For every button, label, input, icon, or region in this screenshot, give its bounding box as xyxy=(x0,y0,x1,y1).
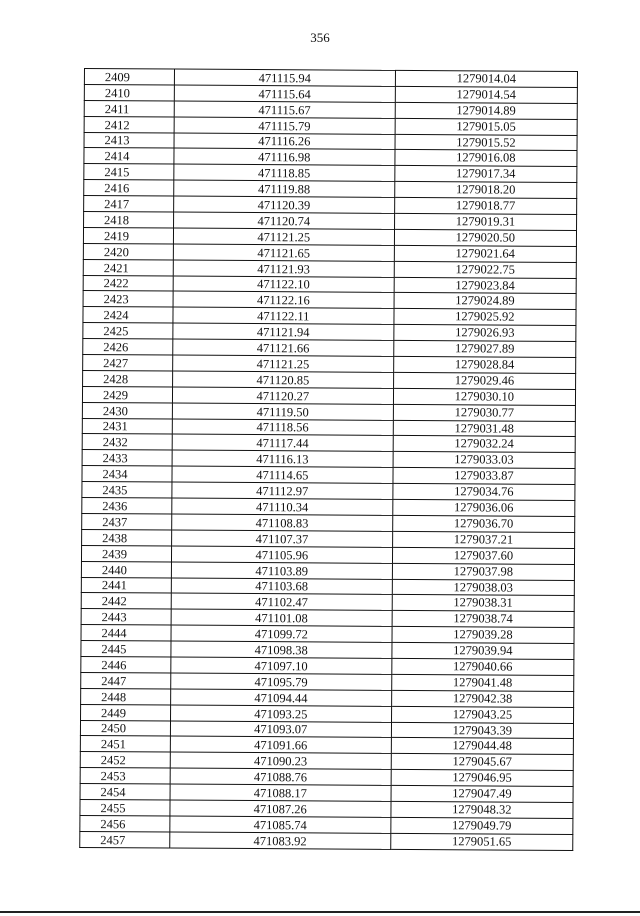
y-coordinate-cell: 1279023.84 xyxy=(394,277,576,294)
point-number-cell: 2426 xyxy=(83,339,173,355)
y-coordinate-cell: 1279027.89 xyxy=(394,341,576,358)
page-number: 356 xyxy=(310,30,330,45)
y-coordinate-cell: 1279028.84 xyxy=(393,356,575,373)
y-coordinate-cell: 1279042.38 xyxy=(391,690,573,707)
y-coordinate-cell: 1279014.04 xyxy=(395,70,577,87)
point-number-cell: 2437 xyxy=(82,513,172,529)
point-number-cell: 2450 xyxy=(80,720,170,736)
y-coordinate-cell: 1279049.79 xyxy=(391,817,573,834)
point-number-cell: 2409 xyxy=(84,69,174,85)
point-number-cell: 2410 xyxy=(84,84,174,100)
x-coordinate-cell: 471115.67 xyxy=(174,101,395,118)
point-number-cell: 2431 xyxy=(82,418,172,434)
point-number-cell: 2449 xyxy=(81,704,171,720)
y-coordinate-cell: 1279024.89 xyxy=(394,293,576,310)
x-coordinate-cell: 471083.92 xyxy=(170,832,391,849)
y-coordinate-cell: 1279017.34 xyxy=(395,166,577,183)
x-coordinate-cell: 471121.65 xyxy=(173,244,394,261)
point-number-cell: 2433 xyxy=(82,450,172,466)
x-coordinate-cell: 471122.16 xyxy=(173,292,394,309)
y-coordinate-cell: 1279047.49 xyxy=(391,785,573,802)
x-coordinate-cell: 471114.65 xyxy=(172,466,393,483)
point-number-cell: 2448 xyxy=(81,688,171,704)
x-coordinate-cell: 471088.17 xyxy=(170,784,391,801)
point-number-cell: 2415 xyxy=(84,164,174,180)
point-number-cell: 2445 xyxy=(81,641,171,657)
point-number-cell: 2451 xyxy=(80,736,170,752)
y-coordinate-cell: 1279014.89 xyxy=(395,102,577,119)
y-coordinate-cell: 1279037.21 xyxy=(392,531,574,548)
point-number-cell: 2422 xyxy=(83,275,173,291)
x-coordinate-cell: 471122.11 xyxy=(173,307,394,324)
y-coordinate-cell: 1279021.64 xyxy=(394,245,576,262)
y-coordinate-cell: 1279034.76 xyxy=(393,484,575,501)
x-coordinate-cell: 471094.44 xyxy=(170,689,391,706)
table-row xyxy=(80,831,573,850)
y-coordinate-cell: 1279043.39 xyxy=(391,722,573,739)
y-coordinate-cell: 1279018.77 xyxy=(394,198,576,215)
y-coordinate-cell: 1279033.03 xyxy=(393,452,575,469)
point-number-cell: 2441 xyxy=(81,577,171,593)
point-number-cell: 2436 xyxy=(82,498,172,514)
point-number-cell: 2435 xyxy=(82,482,172,498)
y-coordinate-cell: 1279038.74 xyxy=(392,611,574,628)
x-coordinate-cell: 471121.66 xyxy=(173,339,394,356)
point-number-cell: 2440 xyxy=(81,561,171,577)
x-coordinate-cell: 471119.50 xyxy=(172,403,393,420)
y-coordinate-cell: 1279037.98 xyxy=(392,563,574,580)
point-number-cell: 2446 xyxy=(81,656,171,672)
point-number-cell: 2453 xyxy=(80,768,170,784)
point-number-cell: 2419 xyxy=(83,227,173,243)
y-coordinate-cell: 1279030.77 xyxy=(393,404,575,421)
point-number-cell: 2430 xyxy=(82,402,172,418)
y-coordinate-cell: 1279026.93 xyxy=(394,325,576,342)
x-coordinate-cell: 471103.89 xyxy=(171,562,392,579)
x-coordinate-cell: 471105.96 xyxy=(171,546,392,563)
x-coordinate-cell: 471120.39 xyxy=(173,196,394,213)
point-number-cell: 2424 xyxy=(83,307,173,323)
x-coordinate-cell: 471119.88 xyxy=(174,180,395,197)
y-coordinate-cell: 1279036.70 xyxy=(392,515,574,532)
point-number-cell: 2438 xyxy=(82,529,172,545)
x-coordinate-cell: 471118.85 xyxy=(174,164,395,181)
y-coordinate-cell: 1279015.52 xyxy=(395,134,577,151)
y-coordinate-cell: 1279015.05 xyxy=(395,118,577,135)
x-coordinate-cell: 471122.10 xyxy=(173,276,394,293)
point-number-cell: 2414 xyxy=(84,148,174,164)
y-coordinate-cell: 1279041.48 xyxy=(391,674,573,691)
x-coordinate-cell: 471121.25 xyxy=(172,355,393,372)
point-number-cell: 2427 xyxy=(83,355,173,371)
point-number-cell: 2443 xyxy=(81,609,171,625)
point-number-cell: 2455 xyxy=(80,799,170,815)
x-coordinate-cell: 471093.25 xyxy=(170,705,391,722)
point-number-cell: 2444 xyxy=(81,625,171,641)
y-coordinate-cell: 1279020.50 xyxy=(394,229,576,246)
point-number-cell: 2428 xyxy=(83,370,173,386)
y-coordinate-cell: 1279014.54 xyxy=(395,86,577,103)
x-coordinate-cell: 471103.68 xyxy=(171,578,392,595)
x-coordinate-cell: 471121.25 xyxy=(173,228,394,245)
y-coordinate-cell: 1279031.48 xyxy=(393,420,575,437)
y-coordinate-cell: 1279029.46 xyxy=(393,372,575,389)
point-number-cell: 2413 xyxy=(84,132,174,148)
y-coordinate-cell: 1279039.94 xyxy=(392,642,574,659)
x-coordinate-cell: 471101.08 xyxy=(171,609,392,626)
x-coordinate-cell: 471120.74 xyxy=(173,212,394,229)
y-coordinate-cell: 1279040.66 xyxy=(392,658,574,675)
y-coordinate-cell: 1279038.31 xyxy=(392,595,574,612)
y-coordinate-cell: 1279022.75 xyxy=(394,261,576,278)
x-coordinate-cell: 471121.93 xyxy=(173,260,394,277)
x-coordinate-cell: 471107.37 xyxy=(171,530,392,547)
x-coordinate-cell: 471112.97 xyxy=(172,482,393,499)
y-coordinate-cell: 1279039.28 xyxy=(392,627,574,644)
x-coordinate-cell: 471120.85 xyxy=(172,371,393,388)
x-coordinate-cell: 471110.34 xyxy=(172,498,393,515)
point-number-cell: 2447 xyxy=(81,672,171,688)
x-coordinate-cell: 471116.98 xyxy=(174,149,395,166)
x-coordinate-cell: 471087.26 xyxy=(170,800,391,817)
x-coordinate-cell: 471095.79 xyxy=(171,673,392,690)
x-coordinate-cell: 471090.23 xyxy=(170,752,391,769)
x-coordinate-cell: 471102.47 xyxy=(171,593,392,610)
point-number-cell: 2416 xyxy=(84,180,174,196)
point-number-cell: 2418 xyxy=(84,212,174,228)
point-number-cell: 2434 xyxy=(82,466,172,482)
x-coordinate-cell: 471118.56 xyxy=(172,419,393,436)
y-coordinate-cell: 1279033.87 xyxy=(393,468,575,485)
point-number-cell: 2412 xyxy=(84,116,174,132)
point-number-cell: 2452 xyxy=(80,752,170,768)
x-coordinate-cell: 471115.64 xyxy=(174,85,395,102)
point-number-cell: 2429 xyxy=(82,386,172,402)
x-coordinate-cell: 471093.07 xyxy=(170,721,391,738)
x-coordinate-cell: 471108.83 xyxy=(172,514,393,531)
y-coordinate-cell: 1279045.67 xyxy=(391,754,573,771)
point-number-cell: 2456 xyxy=(80,815,170,831)
point-number-cell: 2420 xyxy=(83,243,173,259)
y-coordinate-cell: 1279037.60 xyxy=(392,547,574,564)
x-coordinate-cell: 471091.66 xyxy=(170,736,391,753)
bottom-rule xyxy=(0,911,640,913)
point-number-cell: 2421 xyxy=(83,259,173,275)
point-number-cell: 2411 xyxy=(84,100,174,116)
x-coordinate-cell: 471115.94 xyxy=(174,69,395,86)
y-coordinate-cell: 1279025.92 xyxy=(394,309,576,326)
coordinate-table xyxy=(79,68,578,851)
y-coordinate-cell: 1279043.25 xyxy=(391,706,573,723)
x-coordinate-cell: 471098.38 xyxy=(171,641,392,658)
point-number-cell: 2425 xyxy=(83,323,173,339)
y-coordinate-cell: 1279018.20 xyxy=(394,182,576,199)
point-number-cell: 2454 xyxy=(80,784,170,800)
x-coordinate-cell: 471116.13 xyxy=(172,450,393,467)
x-coordinate-cell: 471117.44 xyxy=(172,435,393,452)
y-coordinate-cell: 1279046.95 xyxy=(391,770,573,787)
point-number-cell: 2439 xyxy=(81,545,171,561)
y-coordinate-cell: 1279016.08 xyxy=(395,150,577,167)
x-coordinate-cell: 471097.10 xyxy=(171,657,392,674)
x-coordinate-cell: 471120.27 xyxy=(172,387,393,404)
y-coordinate-cell: 1279019.31 xyxy=(394,213,576,230)
x-coordinate-cell: 471085.74 xyxy=(170,816,391,833)
x-coordinate-cell: 471121.94 xyxy=(173,323,394,340)
y-coordinate-cell: 1279038.03 xyxy=(392,579,574,596)
coordinate-table-body xyxy=(80,69,578,851)
y-coordinate-cell: 1279051.65 xyxy=(391,833,573,850)
y-coordinate-cell: 1279044.48 xyxy=(391,738,573,755)
point-number-cell: 2432 xyxy=(82,434,172,450)
x-coordinate-cell: 471099.72 xyxy=(171,625,392,642)
point-number-cell: 2457 xyxy=(80,831,170,847)
x-coordinate-cell: 471116.26 xyxy=(174,133,395,150)
x-coordinate-cell: 471115.79 xyxy=(174,117,395,134)
y-coordinate-cell: 1279036.06 xyxy=(393,499,575,516)
point-number-cell: 2423 xyxy=(83,291,173,307)
point-number-cell: 2417 xyxy=(84,196,174,212)
point-number-cell: 2442 xyxy=(81,593,171,609)
y-coordinate-cell: 1279032.24 xyxy=(393,436,575,453)
y-coordinate-cell: 1279048.32 xyxy=(391,801,573,818)
y-coordinate-cell: 1279030.10 xyxy=(393,388,575,405)
x-coordinate-cell: 471088.76 xyxy=(170,768,391,785)
